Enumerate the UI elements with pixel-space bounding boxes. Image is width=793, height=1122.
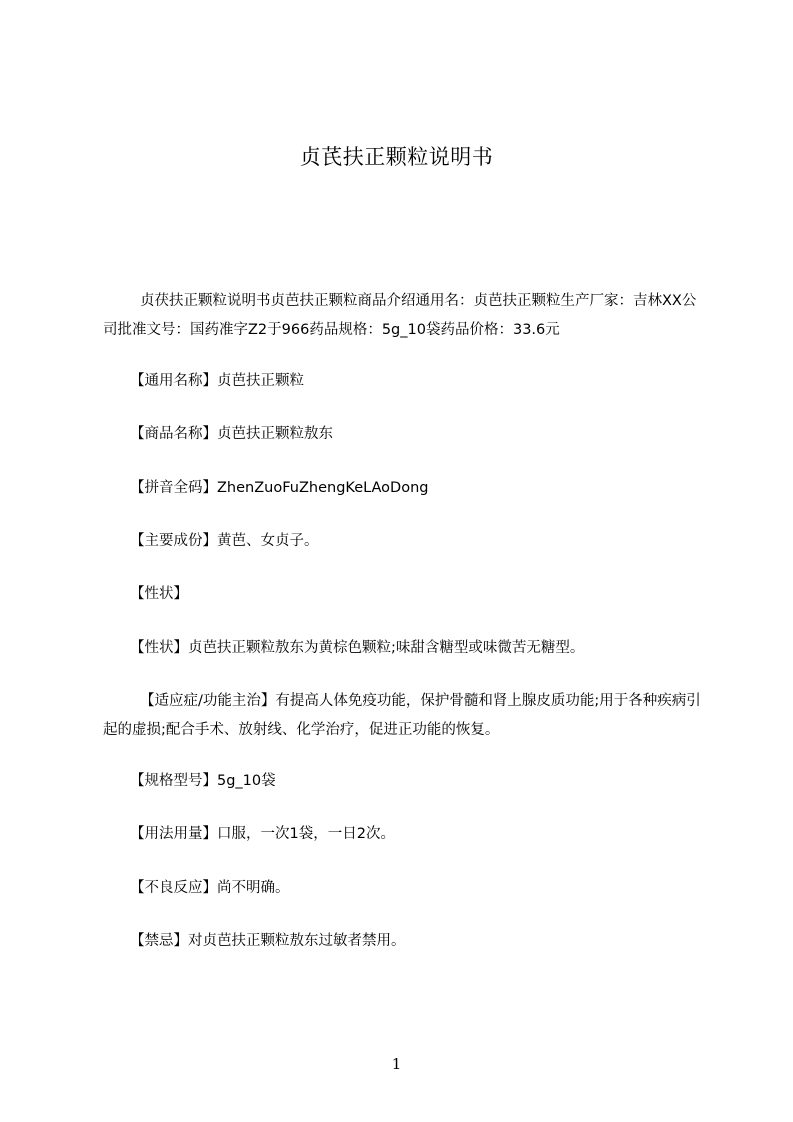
section-text: 贞芭扶正颗粒敖东为黄棕色颗粒;味甜含糖型或味微苦无糖型。 [188, 640, 585, 656]
section-text: 对贞芭扶正颗粒敖东过敏者禁用。 [188, 933, 406, 949]
section-properties [130, 634, 703, 663]
page-number: 1 [391, 1055, 402, 1073]
section-label: 【性状】 [130, 640, 188, 656]
section-contraindications [130, 927, 703, 956]
section-label: 【通用名称】 [130, 373, 217, 389]
section-text: 贞芭扶正颗粒 [217, 373, 304, 389]
section-pinyin [130, 474, 703, 503]
section-trade-name [130, 420, 703, 449]
section-label: 【拼音全码】 [130, 480, 217, 496]
section-text: 贞芭扶正颗粒敖东 [217, 426, 333, 442]
section-properties-heading [130, 580, 703, 609]
section-generic-name [130, 367, 703, 396]
section-label: 【不良反应】 [130, 880, 217, 896]
section-text: 黄芭、女贞子。 [217, 533, 319, 549]
section-text: ZhenZuoFuZhengKeLAoDong [217, 480, 429, 496]
section-ingredients [130, 527, 703, 556]
section-label: 【性状】 [130, 586, 188, 602]
section-text: 口服，一次1袋，一日2次。 [217, 826, 395, 842]
intro-paragraph: 贞茯扶正颗粒说明书贞芭扶正颗粒商品介绍通用名：贞芭扶正颗粒生产厂家：吉林XX公司批准文号：国药准字Z2于966药品规格：5g_10袋药品价格：33.6元 [103, 293, 697, 338]
section-label: 【适应症/功能主治】 [140, 693, 276, 709]
section-dosage [130, 820, 703, 849]
section-label: 【规格型号】 [130, 773, 217, 789]
section-label: 【用法用量】 [130, 826, 217, 842]
section-text: 尚不明确。 [217, 880, 290, 896]
section-label: 【主要成份】 [130, 533, 217, 549]
section-indications [103, 687, 703, 745]
document-title: 贞芪扶正颗粒说明书 [299, 145, 494, 169]
section-specification [130, 767, 703, 796]
section-text: 有提高人体免疫功能，保护骨髓和肾上腺皮质功能;用于各种疾病引起的虚损;配合手术、放射线、化学治疗，促进正功能的恢复。 [103, 693, 701, 738]
section-label: 【禁忌】 [130, 933, 188, 949]
section-adverse-reactions [130, 874, 703, 903]
section-label: 【商品名称】 [130, 426, 217, 442]
section-text: 5g_10袋 [217, 773, 276, 789]
